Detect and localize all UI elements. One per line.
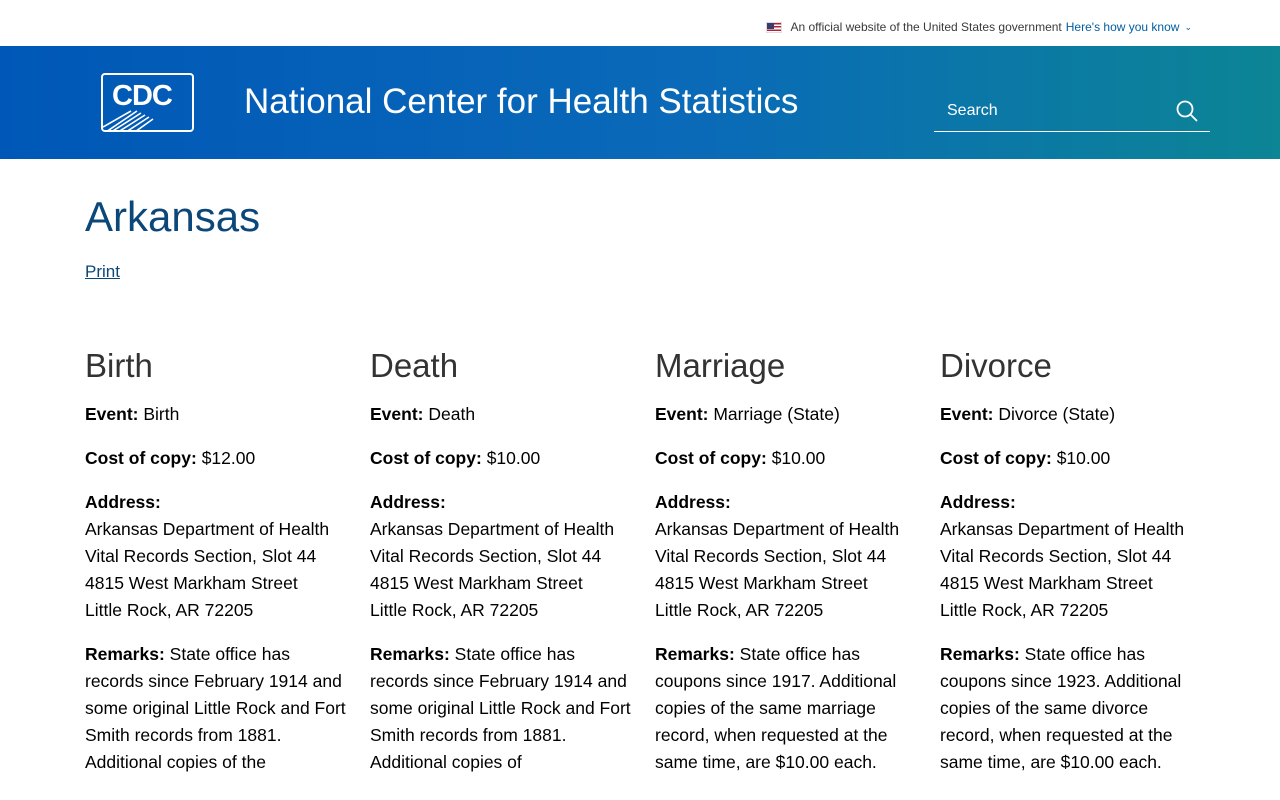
address-line: Vital Records Section, Slot 44 bbox=[940, 546, 1172, 566]
remarks-value: State office has coupons since 1923. Additional copies of the same divorce record, when requested at the same time, are $10.00 each. bbox=[940, 644, 1182, 772]
address-line: 4815 West Markham Street bbox=[85, 573, 298, 593]
remarks-value: State office has records since February 1914 and some original Little Rock and Fort Smith records from 1881. Additional copies of the bbox=[85, 644, 346, 772]
address-line: Vital Records Section, Slot 44 bbox=[85, 546, 317, 566]
site-header bbox=[0, 46, 1280, 159]
address-label: Address: bbox=[940, 492, 1016, 512]
cost-value: $10.00 bbox=[486, 448, 541, 468]
cost-value: $12.00 bbox=[201, 448, 256, 468]
remarks-field bbox=[85, 641, 350, 776]
column-heading: Marriage bbox=[655, 347, 786, 384]
event-field bbox=[370, 401, 635, 428]
address-line: 4815 West Markham Street bbox=[655, 573, 868, 593]
record-column-marriage bbox=[655, 345, 940, 793]
column-heading: Divorce bbox=[940, 347, 1052, 384]
address-line: Little Rock, AR 72205 bbox=[370, 600, 539, 620]
cost-field bbox=[940, 445, 1205, 472]
cost-field bbox=[655, 445, 920, 472]
event-label: Event: bbox=[940, 404, 994, 424]
event-label: Event: bbox=[655, 404, 709, 424]
address-line: Arkansas Department of Health bbox=[85, 519, 330, 539]
chevron-down-icon[interactable]: ⌄ bbox=[1184, 21, 1192, 32]
event-field bbox=[940, 401, 1205, 428]
cost-field bbox=[370, 445, 635, 472]
address-label: Address: bbox=[370, 492, 446, 512]
address-field bbox=[655, 489, 920, 624]
gov-banner bbox=[0, 0, 1280, 46]
remarks-value: State office has coupons since 1917. Additional copies of the same marriage record, when requested at the same time, are $10.00 each. bbox=[655, 644, 897, 772]
us-flag-icon bbox=[766, 22, 782, 33]
column-heading: Death bbox=[370, 347, 459, 384]
remarks-field bbox=[370, 641, 635, 776]
cdc-logo[interactable] bbox=[101, 73, 194, 132]
cost-value: $10.00 bbox=[1056, 448, 1111, 468]
event-field bbox=[85, 401, 350, 428]
address-line: Arkansas Department of Health bbox=[370, 519, 615, 539]
remarks-label: Remarks: bbox=[85, 644, 165, 664]
cost-label: Cost of copy: bbox=[940, 448, 1052, 468]
address-field bbox=[370, 489, 635, 624]
address-line: Arkansas Department of Health bbox=[655, 519, 900, 539]
address-line: Vital Records Section, Slot 44 bbox=[370, 546, 602, 566]
gov-banner-text: An official website of the United States government bbox=[790, 20, 1062, 34]
cost-label: Cost of copy: bbox=[655, 448, 767, 468]
address-line: Little Rock, AR 72205 bbox=[655, 600, 824, 620]
cost-label: Cost of copy: bbox=[370, 448, 482, 468]
address-line: Vital Records Section, Slot 44 bbox=[655, 546, 887, 566]
column-heading: Birth bbox=[85, 347, 153, 384]
record-column-death bbox=[370, 345, 655, 793]
address-line: Little Rock, AR 72205 bbox=[85, 600, 254, 620]
event-value: Birth bbox=[143, 404, 180, 424]
cost-label: Cost of copy: bbox=[85, 448, 197, 468]
page-title: Arkansas bbox=[85, 193, 261, 240]
event-label: Event: bbox=[370, 404, 424, 424]
address-line: 4815 West Markham Street bbox=[940, 573, 1153, 593]
remarks-value: State office has records since February 1914 and some original Little Rock and Fort Smith records from 1881. Additional copies of bbox=[370, 644, 631, 772]
remarks-label: Remarks: bbox=[940, 644, 1020, 664]
record-column-divorce bbox=[940, 345, 1225, 793]
event-value: Marriage (State) bbox=[713, 404, 840, 424]
address-label: Address: bbox=[85, 492, 161, 512]
search-box bbox=[934, 91, 1210, 132]
event-value: Death bbox=[428, 404, 476, 424]
records-columns bbox=[85, 345, 1225, 793]
cost-value: $10.00 bbox=[771, 448, 826, 468]
remarks-field bbox=[940, 641, 1205, 776]
heres-how-you-know-link[interactable]: Here's how you know bbox=[1065, 20, 1180, 34]
address-field bbox=[85, 489, 350, 624]
record-column-birth bbox=[85, 345, 370, 793]
event-field bbox=[655, 401, 920, 428]
remarks-label: Remarks: bbox=[370, 644, 450, 664]
address-line: Little Rock, AR 72205 bbox=[940, 600, 1109, 620]
site-title[interactable]: National Center for Health Statistics bbox=[244, 82, 799, 121]
address-field bbox=[940, 489, 1205, 624]
event-value: Divorce (State) bbox=[998, 404, 1116, 424]
cost-field bbox=[85, 445, 350, 472]
print-link[interactable]: Print bbox=[85, 262, 120, 281]
remarks-label: Remarks: bbox=[655, 644, 735, 664]
gov-banner-content bbox=[766, 20, 1193, 34]
address-label: Address: bbox=[655, 492, 731, 512]
remarks-field bbox=[655, 641, 920, 776]
event-label: Event: bbox=[85, 404, 139, 424]
search-icon[interactable] bbox=[1176, 100, 1198, 122]
cdc-logo-text: CDC bbox=[112, 80, 172, 112]
search-input[interactable] bbox=[934, 91, 1164, 131]
address-line: Arkansas Department of Health bbox=[940, 519, 1185, 539]
address-line: 4815 West Markham Street bbox=[370, 573, 583, 593]
